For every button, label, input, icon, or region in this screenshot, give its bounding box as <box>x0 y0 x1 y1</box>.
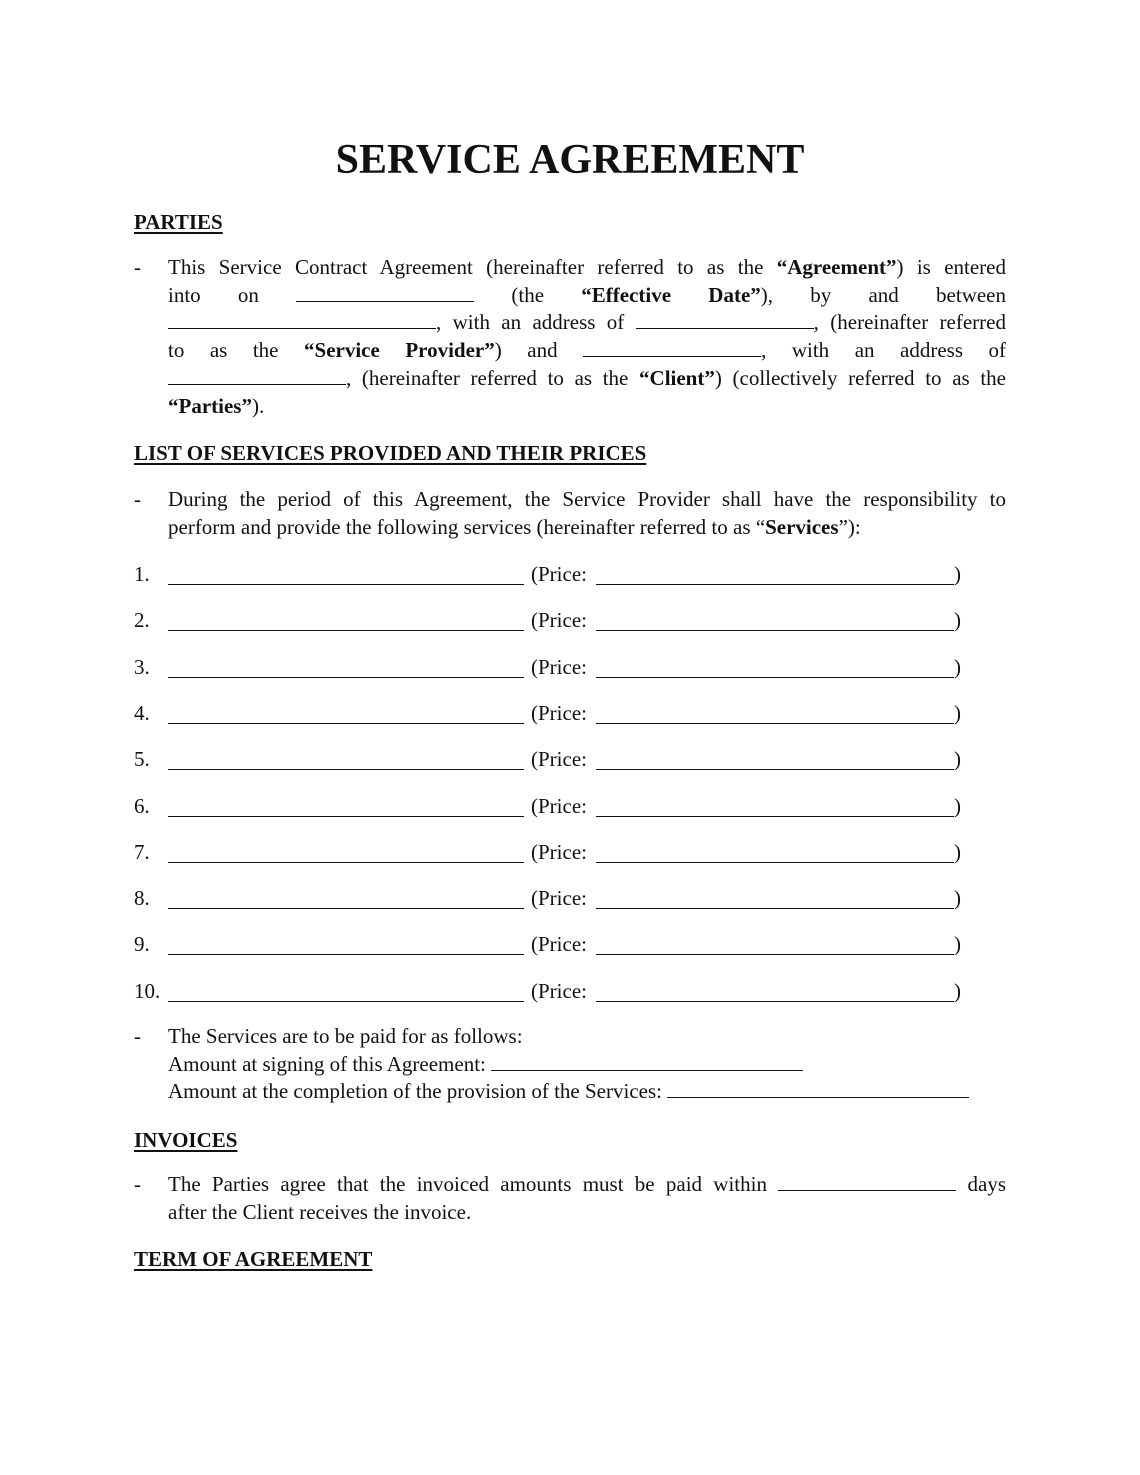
service-price-blank[interactable] <box>596 954 954 955</box>
term-effective-date: “Effective Date” <box>581 282 761 307</box>
service-item-number: 10. <box>134 978 161 1003</box>
service-price-blank[interactable] <box>596 630 954 631</box>
service-provider-name-blank[interactable] <box>168 310 436 329</box>
service-name-blank[interactable] <box>168 1001 524 1002</box>
service-price-blank[interactable] <box>596 908 954 909</box>
price-label: (Price: <box>531 886 587 911</box>
payment-completion-row <box>168 1078 969 1106</box>
service-name-blank[interactable] <box>168 908 524 909</box>
price-close-paren: ) <box>954 747 961 772</box>
price-label: (Price: <box>531 839 587 864</box>
service-name-blank[interactable] <box>168 954 524 955</box>
price-close-paren: ) <box>954 654 961 679</box>
price-label: (Price: <box>531 654 587 679</box>
service-price-blank[interactable] <box>596 769 954 770</box>
service-price-blank[interactable] <box>596 677 954 678</box>
price-label: (Price: <box>531 793 587 818</box>
price-label: (Price: <box>531 747 587 772</box>
payment-signing-label: Amount at signing of this Agreement: <box>168 1052 486 1076</box>
service-name-blank[interactable] <box>168 677 524 678</box>
invoices-heading: INVOICES <box>134 1128 238 1152</box>
price-close-paren: ) <box>954 562 961 586</box>
price-close-paren: ) <box>954 608 961 633</box>
service-item-number: 3. <box>134 654 150 679</box>
term-service-provider: “Service Provider” <box>304 338 495 363</box>
price-close-paren: ) <box>954 700 961 725</box>
parties-paragraph: This Service Contract Agreement (hereinafter referred to as the “Agreement”) is entered into on (the “Effective Date”), by and between , with an address of , (hereinafter referred to as the “Service Provider”) and , with an address of , (hereinafter referred to as the “Client”) (collectively referred to as the “Parties”). <box>168 255 1006 418</box>
service-name-blank[interactable] <box>168 630 524 631</box>
price-label: (Price: <box>531 700 587 725</box>
service-name-blank[interactable] <box>168 816 524 817</box>
bullet-dash: - <box>134 255 141 279</box>
service-item-number: 2. <box>134 608 150 633</box>
payment-signing-blank[interactable] <box>491 1052 803 1071</box>
services-heading: LIST OF SERVICES PROVIDED AND THEIR PRICES <box>134 441 647 465</box>
service-item-number: 7. <box>134 839 150 864</box>
service-item-number: 4. <box>134 700 150 725</box>
price-close-paren: ) <box>954 886 961 911</box>
price-label: (Price: <box>531 978 587 1003</box>
service-price-blank[interactable] <box>596 816 954 817</box>
service-item-number: 9. <box>134 932 150 957</box>
payment-completion-blank[interactable] <box>667 1079 969 1098</box>
service-name-blank[interactable] <box>168 723 524 724</box>
service-item-number: 1. <box>134 562 150 586</box>
client-address-blank[interactable] <box>168 366 346 385</box>
term-agreement: “Agreement” <box>776 255 897 279</box>
service-price-blank[interactable] <box>596 1001 954 1002</box>
service-item-number: 6. <box>134 793 150 818</box>
payment-completion-label: Amount at the completion of the provision of the Services: <box>168 1079 662 1103</box>
invoice-days-blank[interactable] <box>778 1172 956 1191</box>
term-client: “Client” <box>639 365 715 390</box>
bullet-dash: - <box>134 487 141 511</box>
service-name-blank[interactable] <box>168 862 524 863</box>
price-label: (Price: <box>531 932 587 957</box>
price-close-paren: ) <box>954 793 961 818</box>
invoices-paragraph: The Parties agree that the invoiced amounts must be paid within days after the Client receives the invoice. <box>168 1172 1006 1224</box>
services-intro: During the period of this Agreement, the Service Provider shall have the responsibility to perform and provide the following services (hereinafter referred to as “Services”): <box>168 487 1006 539</box>
effective-date-blank[interactable] <box>296 283 474 302</box>
service-price-blank[interactable] <box>596 723 954 724</box>
price-close-paren: ) <box>954 978 961 1003</box>
service-name-blank[interactable] <box>168 769 524 770</box>
service-provider-address-blank[interactable] <box>636 310 814 329</box>
price-label: (Price: <box>531 562 587 586</box>
payment-signing-row <box>168 1051 803 1079</box>
term-heading: TERM OF AGREEMENT <box>134 1247 373 1271</box>
payment-intro: The Services are to be paid for as follows: <box>168 1024 523 1048</box>
term-parties: “Parties” <box>168 393 252 418</box>
service-name-blank[interactable] <box>168 584 524 585</box>
term-services: Services <box>765 514 839 539</box>
price-label: (Price: <box>531 608 587 633</box>
service-item-number: 5. <box>134 747 150 772</box>
price-close-paren: ) <box>954 932 961 957</box>
document-title: SERVICE AGREEMENT <box>335 137 805 183</box>
parties-heading: PARTIES <box>134 210 223 234</box>
client-name-blank[interactable] <box>583 338 761 357</box>
service-item-number: 8. <box>134 886 150 911</box>
service-price-blank[interactable] <box>596 862 954 863</box>
bullet-dash: - <box>134 1024 141 1048</box>
bullet-dash: - <box>134 1172 141 1196</box>
service-price-blank[interactable] <box>596 584 954 585</box>
price-close-paren: ) <box>954 839 961 864</box>
